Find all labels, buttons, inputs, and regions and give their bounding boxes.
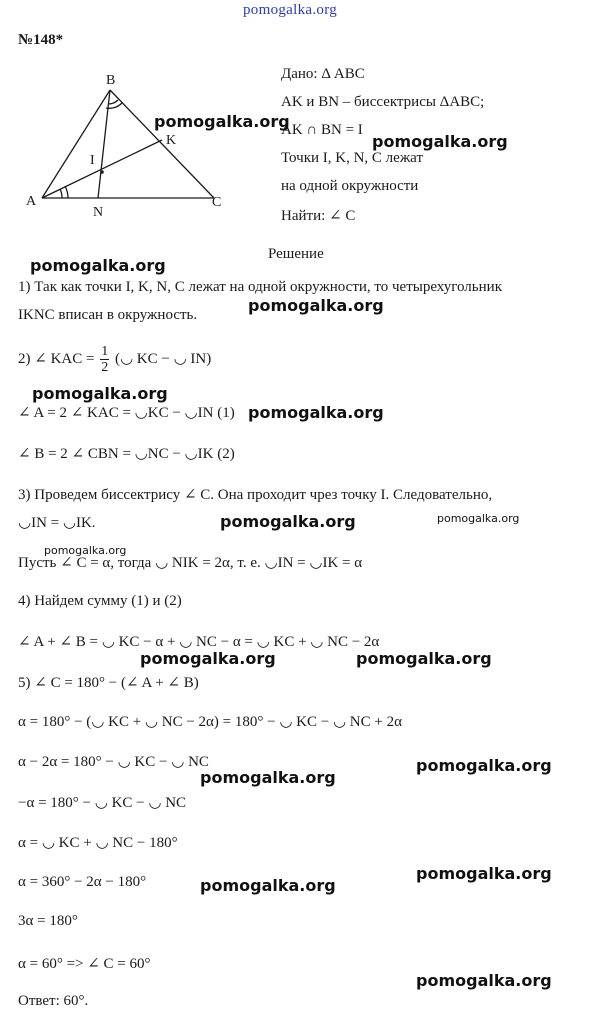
- calc-line-4: α = ◡ KC + ◡ NC − 180°: [18, 835, 178, 851]
- given-line-5: на одной окружности: [281, 178, 419, 194]
- angle-arc-a1: [60, 189, 62, 198]
- watermark: pomogalka.org: [220, 512, 356, 531]
- given-line-4: Точки I, K, N, C лежат: [281, 150, 424, 166]
- step3-line-1: 3) Проведем биссектрису ∠ C. Она проходит чрез точку I. Следовательно,: [18, 487, 493, 503]
- given-line-2: AK и BN – биссектрисы ΔABC;: [281, 94, 485, 110]
- step2-formula: [18, 344, 211, 375]
- watermark: pomogalka.org: [32, 384, 168, 403]
- calc-line-1: α = 180° − (◡ KC + ◡ NC − 2α) = 180° − ◡ KC − ◡ NC + 2α: [18, 714, 402, 730]
- fraction-denominator: 2: [101, 360, 109, 375]
- angle-arc-a2: [65, 186, 68, 198]
- watermark: pomogalka.org: [30, 256, 166, 275]
- step5: 5) ∠ C = 180° − (∠ A + ∠ B): [18, 675, 199, 691]
- watermark: pomogalka.org: [416, 864, 552, 883]
- label-c: C: [212, 195, 222, 210]
- watermark: pomogalka.org: [248, 403, 384, 422]
- calc-line-7: α = 60° => ∠ C = 60°: [18, 956, 151, 972]
- given-line-6: Найти: ∠ C: [281, 208, 356, 224]
- watermark-small: pomogalka.org: [437, 512, 520, 525]
- label-k: K: [166, 133, 177, 148]
- given-line-1: Дано: Δ ABC: [281, 66, 365, 82]
- step2-suffix: (◡ KC − ◡ IN): [114, 350, 212, 367]
- step3-line-2: ◡IN = ◡IK.: [18, 515, 96, 531]
- given-line-3: AK ∩ BN = I: [281, 122, 363, 138]
- watermark-small: pomogalka.org: [44, 544, 127, 557]
- calc-line-6: 3α = 180°: [18, 913, 78, 929]
- label-a: A: [26, 194, 37, 209]
- step1-line-2: IKNC вписан в окружность.: [18, 307, 198, 323]
- watermark: pomogalka.org: [416, 756, 552, 775]
- triangle-figure: [18, 68, 258, 228]
- fraction-numerator: 1: [101, 344, 109, 359]
- equation-angle-b: ∠ B = 2 ∠ CBN = ◡NC − ◡IK (2): [18, 446, 235, 462]
- solution-heading: Решение: [268, 246, 324, 262]
- calc-line-3: −α = 180° − ◡ KC − ◡ NC: [18, 795, 187, 811]
- calc-line-2: α − 2α = 180° − ◡ KC − ◡ NC: [18, 754, 209, 770]
- watermark: pomogalka.org: [416, 971, 552, 990]
- angle-arc-b1: [108, 100, 118, 104]
- watermark: pomogalka.org: [356, 649, 492, 668]
- calc-line-5: α = 360° − 2α − 180°: [18, 874, 147, 890]
- watermark: pomogalka.org: [248, 296, 384, 315]
- watermark: pomogalka.org: [372, 132, 508, 151]
- label-n: N: [93, 205, 104, 220]
- step2-prefix: 2) ∠ KAC =: [18, 350, 95, 367]
- problem-number: №148*: [18, 32, 64, 48]
- fraction-one-half: [100, 344, 109, 375]
- watermark: pomogalka.org: [140, 649, 276, 668]
- watermark: pomogalka.org: [154, 112, 290, 131]
- label-i: I: [90, 153, 95, 168]
- point-i: [100, 170, 104, 174]
- equation-angle-a: ∠ A = 2 ∠ KAC = ◡KC − ◡IN (1): [18, 405, 235, 421]
- label-b: B: [106, 73, 116, 88]
- sum-equation: ∠ A + ∠ B = ◡ KC − α + ◡ NC − α = ◡ KC + ◡ NC − 2α: [18, 634, 380, 650]
- step4: 4) Найдем сумму (1) и (2): [18, 593, 182, 609]
- answer: Ответ: 60°.: [18, 993, 89, 1009]
- watermark: pomogalka.org: [200, 768, 336, 787]
- watermark: pomogalka.org: [200, 876, 336, 895]
- watermark-top: pomogalka.org: [243, 2, 338, 18]
- let-statement: Пусть ∠ C = α, тогда ◡ NIK = 2α, т. е. ◡IN = ◡IK = α: [18, 555, 363, 571]
- step1-line-1: 1) Так как точки I, K, N, C лежат на одной окружности, то четырехугольник: [18, 279, 502, 295]
- side-bc: [110, 90, 214, 198]
